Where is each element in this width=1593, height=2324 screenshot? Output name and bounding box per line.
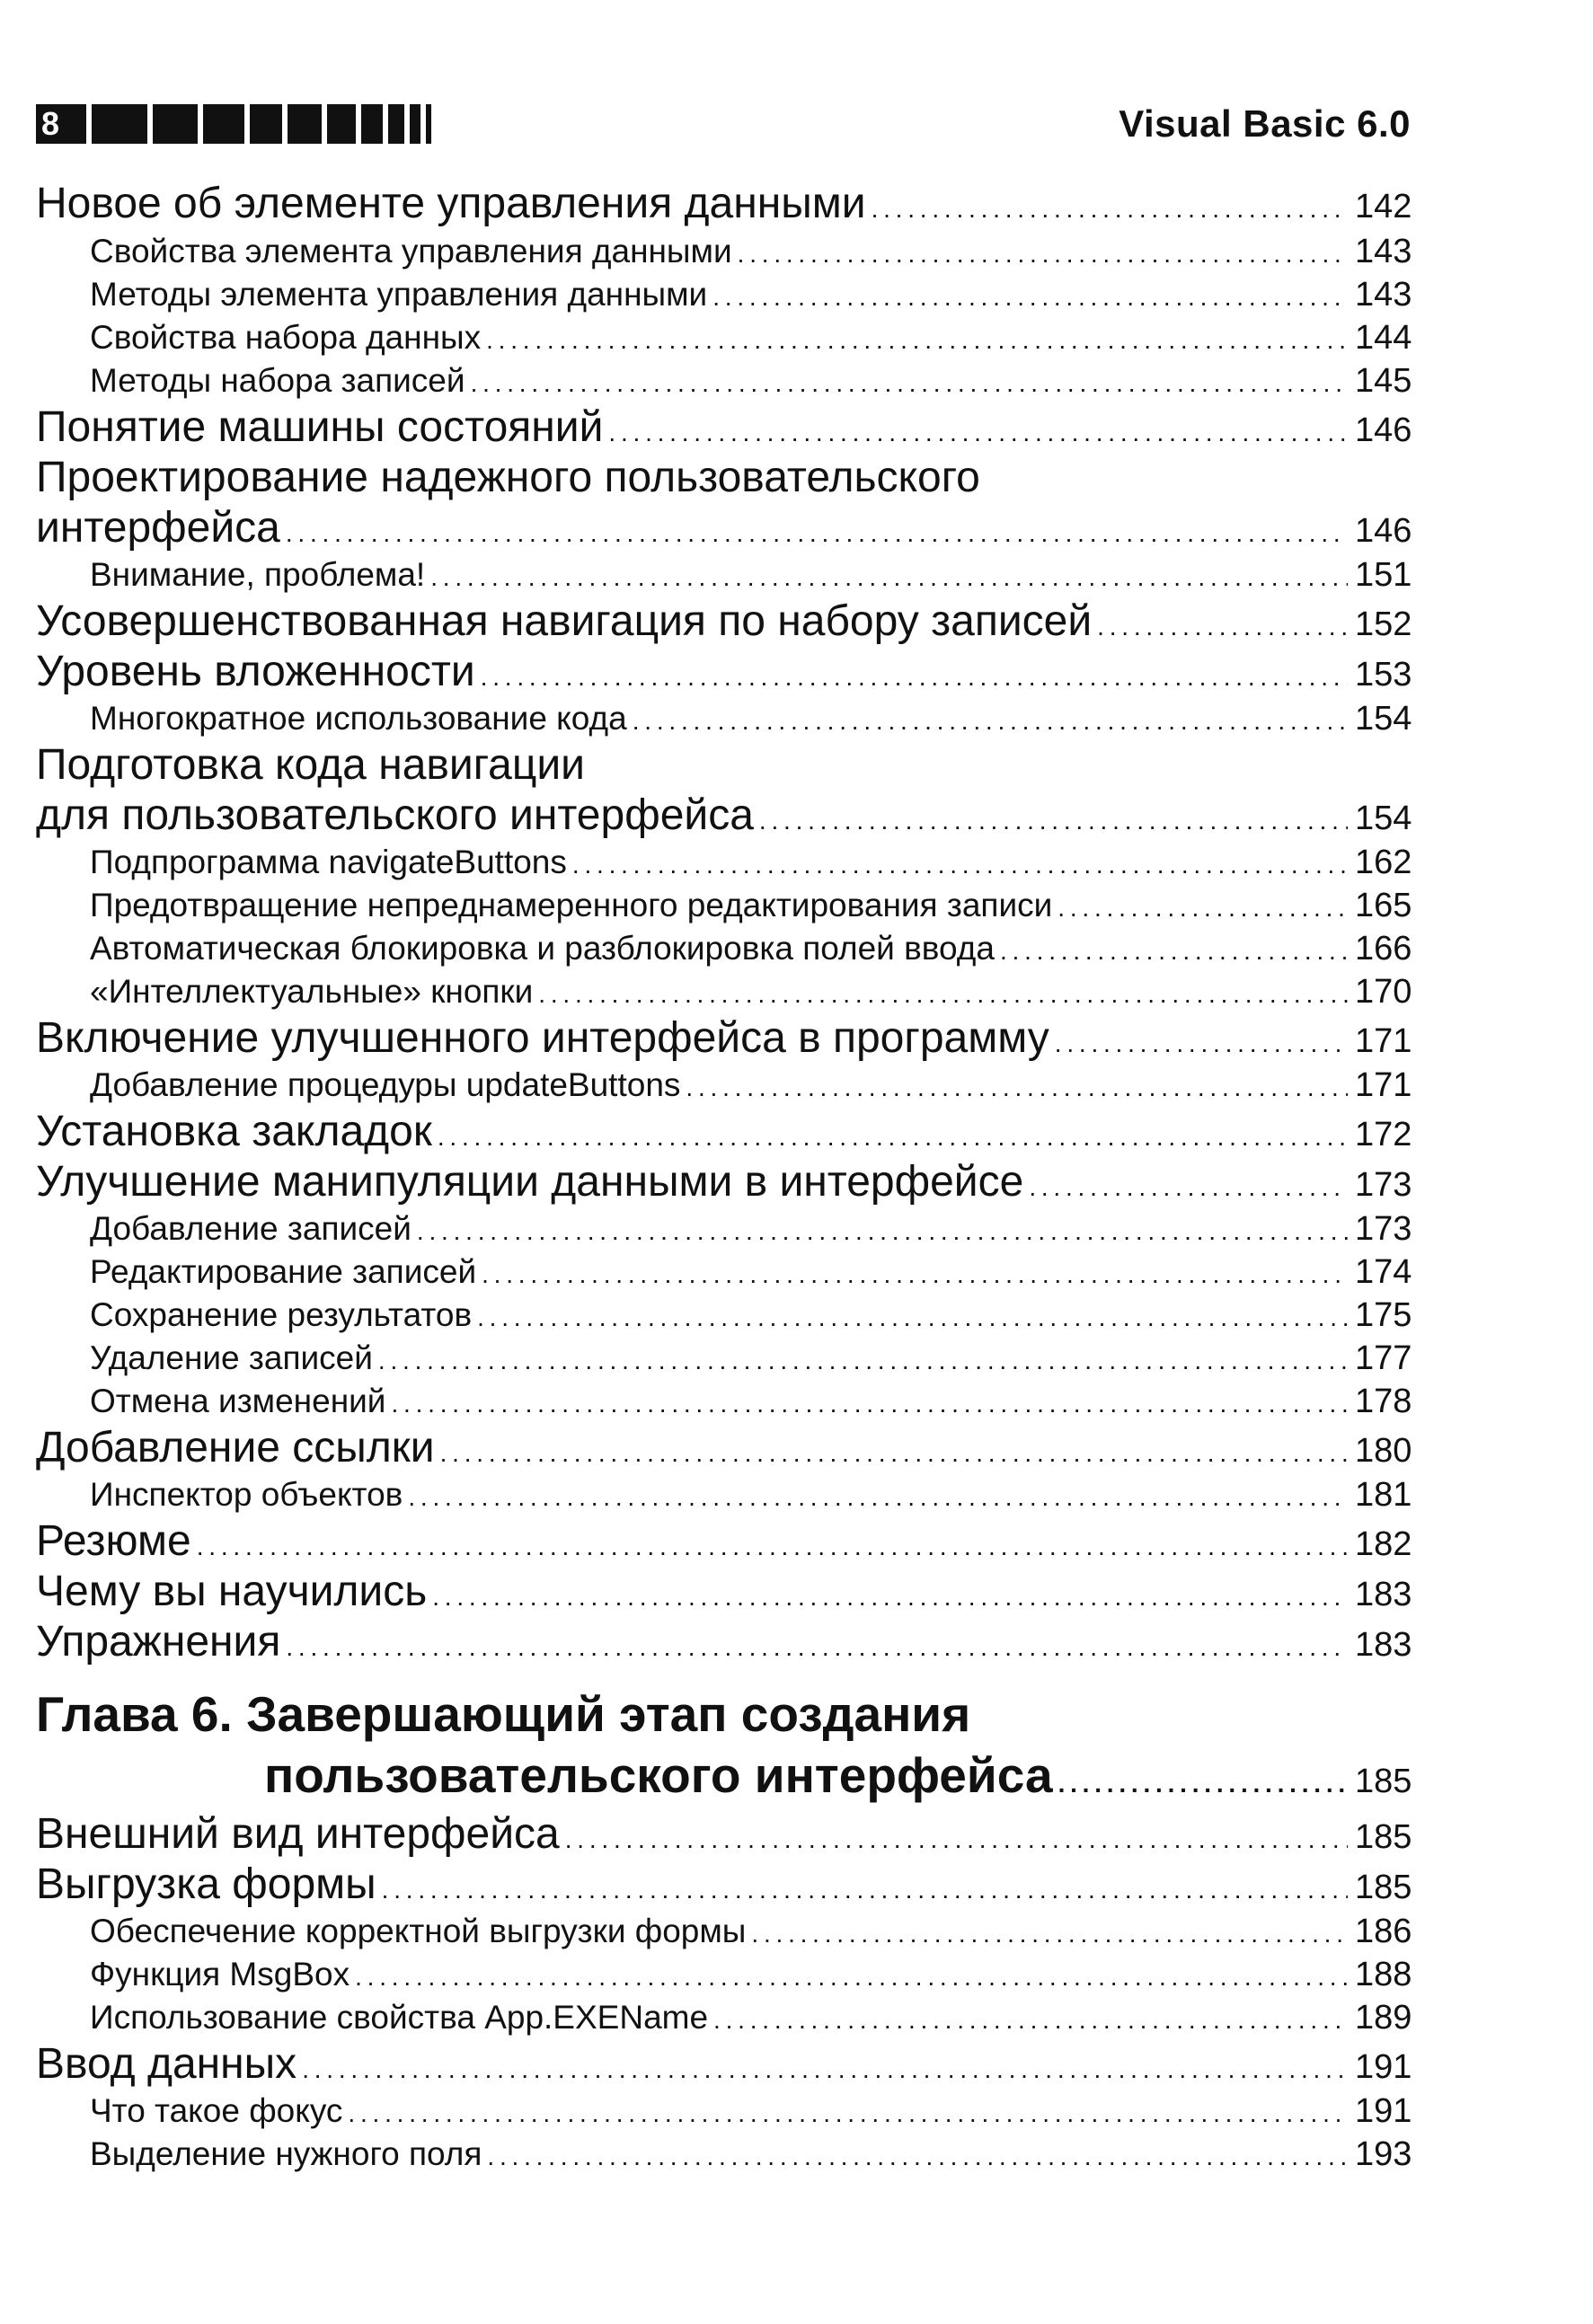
toc-entry[interactable] bbox=[36, 178, 1411, 230]
toc-entry[interactable] bbox=[36, 230, 1411, 273]
chapter-title-line1: Глава 6. Завершающий этап создания bbox=[36, 1686, 971, 1742]
decorative-bar bbox=[410, 104, 420, 144]
toc-entry-title: Методы элемента управления данными bbox=[90, 276, 708, 313]
toc-entry-title: Свойства набора данных bbox=[90, 319, 482, 356]
chapter-title-line2: пользовательского интерфейса bbox=[264, 1747, 1053, 1803]
toc-entry-title: Выгрузка формы bbox=[36, 1860, 376, 1908]
toc-entry-page: 171 bbox=[1355, 1022, 1412, 1060]
toc-entry-title: Уровень вложенности bbox=[36, 648, 475, 695]
toc-entry[interactable] bbox=[36, 1107, 1411, 1157]
toc-entry-page: 154 bbox=[1355, 700, 1412, 738]
toc-entry[interactable] bbox=[36, 1567, 1411, 1617]
toc-entry-page: 143 bbox=[1355, 233, 1412, 270]
toc-entry[interactable] bbox=[36, 647, 1411, 697]
dot-leader bbox=[438, 1107, 1348, 1150]
dot-leader bbox=[302, 2039, 1348, 2082]
toc-entry[interactable] bbox=[36, 1516, 1411, 1567]
toc-entry[interactable] bbox=[36, 970, 1411, 1013]
dot-leader bbox=[1000, 927, 1348, 960]
dot-leader bbox=[712, 273, 1348, 306]
toc-entry[interactable] bbox=[36, 697, 1411, 740]
toc-entry-title: Инспектор объектов bbox=[90, 1476, 403, 1513]
toc-entry-title-line1: Подготовка кода навигации bbox=[36, 741, 585, 789]
toc-entry[interactable] bbox=[36, 596, 1411, 647]
toc-entry-page: 193 bbox=[1355, 2135, 1412, 2173]
toc-entry-page: 146 bbox=[1355, 512, 1412, 550]
toc-entry[interactable] bbox=[36, 841, 1411, 884]
toc-entry-page: 191 bbox=[1355, 2092, 1412, 2130]
toc-entry-title: Многократное использование кода bbox=[90, 700, 627, 737]
chapter-page: 185 bbox=[1355, 1763, 1412, 1800]
toc-entry[interactable] bbox=[36, 1953, 1411, 1996]
toc-entry[interactable] bbox=[36, 1294, 1411, 1337]
dot-leader bbox=[872, 178, 1348, 221]
page-header bbox=[36, 95, 1411, 146]
toc-entry-title: Обеспечение корректной выгрузки формы bbox=[90, 1913, 747, 1949]
toc-entry[interactable] bbox=[36, 1013, 1411, 1064]
toc-entry-page: 151 bbox=[1355, 556, 1412, 594]
toc-entry[interactable] bbox=[36, 503, 1411, 553]
decorative-bar bbox=[203, 104, 244, 144]
toc-entry[interactable] bbox=[36, 1910, 1411, 1953]
toc-entry-title: Добавление ссылки bbox=[36, 1424, 435, 1471]
toc-entry-page: 165 bbox=[1355, 887, 1412, 924]
toc-entry[interactable] bbox=[36, 1250, 1411, 1294]
dot-leader bbox=[348, 2090, 1348, 2123]
toc-entry-page: 146 bbox=[1355, 411, 1412, 449]
toc-entry-title: Чему вы научились bbox=[36, 1568, 428, 1615]
decorative-bar bbox=[92, 104, 147, 144]
dot-leader bbox=[482, 1250, 1348, 1284]
dot-leader bbox=[430, 553, 1348, 587]
toc-entry-page: 189 bbox=[1355, 1999, 1412, 2037]
toc-entry-title: Улучшение манипуляции данными в интерфейсе bbox=[36, 1158, 1024, 1206]
toc-entry-page: 166 bbox=[1355, 930, 1412, 968]
dot-leader bbox=[538, 970, 1348, 1003]
dot-leader bbox=[378, 1337, 1348, 1370]
toc-entry[interactable] bbox=[36, 316, 1411, 359]
toc-entry-title: Ввод данных bbox=[36, 2040, 297, 2088]
toc-entry-title: Выделение нужного поля bbox=[90, 2135, 482, 2172]
toc-entry-title: Внешний вид интерфейса bbox=[36, 1810, 560, 1858]
toc-entry[interactable] bbox=[36, 1157, 1411, 1207]
toc-entry-title: Усовершенствованная навигация по набору записей bbox=[36, 597, 1093, 645]
toc-entry[interactable] bbox=[36, 1809, 1411, 1860]
dot-leader bbox=[487, 2133, 1348, 2166]
dot-leader bbox=[477, 1294, 1348, 1327]
dot-leader bbox=[738, 230, 1348, 263]
dot-leader bbox=[440, 1423, 1348, 1466]
toc-entry-title: Свойства элемента управления данными bbox=[90, 233, 732, 270]
dot-leader bbox=[1058, 884, 1348, 917]
decorative-bar bbox=[388, 104, 404, 144]
toc-entry[interactable] bbox=[36, 402, 1411, 453]
toc-entry-page: 183 bbox=[1355, 1576, 1412, 1613]
toc-entry-title: Методы набора записей bbox=[90, 362, 465, 399]
book-title: Visual Basic 6.0 bbox=[1119, 102, 1411, 145]
toc-entry[interactable] bbox=[36, 884, 1411, 927]
dot-leader bbox=[197, 1516, 1348, 1560]
toc-entry-page: 181 bbox=[1355, 1476, 1412, 1514]
toc-entry-title: Редактирование записей bbox=[90, 1253, 477, 1290]
toc-entry-title: Использование свойства App.EXEName bbox=[90, 1999, 709, 2036]
toc-entry-page: 162 bbox=[1355, 844, 1412, 881]
toc-entry-page: 172 bbox=[1355, 1116, 1412, 1153]
toc-entry-page: 173 bbox=[1355, 1210, 1412, 1248]
decorative-bar bbox=[361, 104, 383, 144]
toc-entry-title: Установка закладок bbox=[36, 1108, 432, 1155]
toc-entry-title: Резюме bbox=[36, 1517, 191, 1565]
toc-entry-page: 183 bbox=[1355, 1626, 1412, 1664]
toc-entry[interactable] bbox=[36, 1996, 1411, 2039]
decorative-bar bbox=[426, 104, 431, 144]
dot-leader bbox=[565, 1809, 1348, 1852]
decorative-bar bbox=[153, 104, 198, 144]
dot-leader bbox=[751, 1910, 1348, 1943]
dot-leader bbox=[286, 503, 1348, 546]
toc-entry-page: 182 bbox=[1355, 1525, 1412, 1563]
dot-leader bbox=[608, 402, 1348, 446]
toc-entry-page: 180 bbox=[1355, 1432, 1412, 1470]
toc-entry-title: Что такое фокус bbox=[90, 2092, 343, 2129]
dot-leader bbox=[1058, 1745, 1348, 1794]
dot-leader bbox=[355, 1953, 1348, 1986]
toc-entry[interactable] bbox=[36, 2090, 1411, 2133]
dot-leader bbox=[1055, 1013, 1348, 1056]
toc-entry-page: 173 bbox=[1355, 1166, 1412, 1204]
toc-entry-page: 171 bbox=[1355, 1066, 1412, 1104]
toc-entry-title: Упражнения bbox=[36, 1618, 281, 1666]
toc-entry-page: 154 bbox=[1355, 800, 1412, 837]
toc-entry-page: 188 bbox=[1355, 1956, 1412, 1993]
toc-entry-title: Включение улучшенного интерфейса в программу bbox=[36, 1014, 1049, 1062]
toc-entry-title: Функция MsgBox bbox=[90, 1956, 350, 1993]
toc-entry-page: 145 bbox=[1355, 362, 1412, 400]
toc-entry[interactable] bbox=[36, 359, 1411, 402]
toc-entry[interactable] bbox=[36, 1337, 1411, 1380]
toc-entry-page: 178 bbox=[1355, 1383, 1412, 1420]
chapter-heading-line1[interactable] bbox=[36, 1683, 1411, 1745]
toc-entry-title: Сохранение результатов bbox=[90, 1296, 473, 1333]
dot-leader bbox=[1029, 1157, 1348, 1200]
toc-entry-title: Автоматическая блокировка и разблокировка полей ввода bbox=[90, 930, 995, 967]
toc-entry-page: 144 bbox=[1355, 319, 1412, 357]
toc-entry[interactable] bbox=[36, 927, 1411, 970]
toc-entry[interactable] bbox=[36, 2133, 1411, 2176]
toc-entry-title: для пользовательского интерфейса bbox=[36, 791, 754, 839]
toc-entry[interactable] bbox=[36, 1473, 1411, 1516]
toc-entry-title: Предотвращение непреднамеренного редактирования записи bbox=[90, 887, 1053, 923]
toc-entry-title: «Интеллектуальные» кнопки bbox=[90, 973, 534, 1010]
toc-entry-title: Удаление записей bbox=[90, 1339, 373, 1376]
toc-entry-title: интерфейса bbox=[36, 504, 280, 552]
toc-entry-title: Подпрограмма navigateButtons bbox=[90, 844, 567, 880]
chapter-heading-line2[interactable] bbox=[36, 1745, 1411, 1806]
toc-entry-page: 185 bbox=[1355, 1869, 1412, 1906]
dot-leader bbox=[633, 697, 1348, 730]
decorative-bar bbox=[288, 104, 322, 144]
dot-leader bbox=[713, 1996, 1348, 2029]
dot-leader bbox=[382, 1860, 1348, 1903]
toc-entry[interactable] bbox=[36, 273, 1411, 316]
toc-entry[interactable] bbox=[36, 1617, 1411, 1667]
dot-leader bbox=[417, 1207, 1348, 1241]
toc-entry-title: Добавление записей bbox=[90, 1210, 412, 1247]
toc-entry[interactable] bbox=[36, 1207, 1411, 1250]
toc-entry[interactable] bbox=[36, 553, 1411, 596]
dot-leader bbox=[391, 1380, 1348, 1413]
toc-entry-page: 177 bbox=[1355, 1339, 1412, 1377]
dot-leader bbox=[486, 316, 1348, 349]
dot-leader bbox=[481, 647, 1348, 690]
toc-entry[interactable] bbox=[36, 1860, 1411, 1910]
toc-entry-page: 175 bbox=[1355, 1296, 1412, 1334]
toc-entry-title: Добавление процедуры updateButtons bbox=[90, 1066, 681, 1103]
dot-leader bbox=[759, 791, 1348, 834]
dot-leader bbox=[471, 359, 1348, 393]
toc-entry-title: Отмена изменений bbox=[90, 1383, 386, 1419]
toc-entry[interactable] bbox=[36, 2039, 1411, 2090]
dot-leader bbox=[686, 1064, 1348, 1097]
toc-entry[interactable] bbox=[36, 1064, 1411, 1107]
page-number: 8 bbox=[36, 104, 86, 144]
dot-leader bbox=[572, 841, 1348, 874]
toc-entry-line1[interactable] bbox=[36, 740, 1411, 791]
toc-entry-page: 142 bbox=[1355, 188, 1412, 225]
toc-entry[interactable] bbox=[36, 791, 1411, 841]
decorative-bar bbox=[250, 104, 282, 144]
dot-leader bbox=[408, 1473, 1348, 1507]
toc-entry-page: 185 bbox=[1355, 1818, 1412, 1856]
toc-entry-page: 143 bbox=[1355, 276, 1412, 314]
toc-entry[interactable] bbox=[36, 1423, 1411, 1473]
table-of-contents bbox=[36, 178, 1411, 2176]
toc-entry-page: 153 bbox=[1355, 656, 1412, 694]
toc-entry[interactable] bbox=[36, 1380, 1411, 1423]
toc-entry-page: 170 bbox=[1355, 973, 1412, 1011]
decorative-bar bbox=[327, 104, 356, 144]
toc-entry-title: Внимание, проблема! bbox=[90, 556, 426, 593]
toc-entry-page: 152 bbox=[1355, 605, 1412, 643]
toc-entry-title: Новое об элементе управления данными bbox=[36, 180, 866, 227]
toc-entry-title: Понятие машины состояний bbox=[36, 403, 604, 451]
toc-entry-page: 174 bbox=[1355, 1253, 1412, 1291]
dot-leader bbox=[286, 1617, 1348, 1660]
toc-entry-page: 191 bbox=[1355, 2048, 1412, 2086]
dot-leader bbox=[432, 1567, 1348, 1610]
toc-entry-title-line1: Проектирование надежного пользовательского bbox=[36, 454, 980, 501]
page-number-bar bbox=[36, 104, 431, 144]
toc-entry-page: 186 bbox=[1355, 1913, 1412, 1950]
toc-entry-line1[interactable] bbox=[36, 453, 1411, 503]
dot-leader bbox=[1097, 596, 1348, 640]
